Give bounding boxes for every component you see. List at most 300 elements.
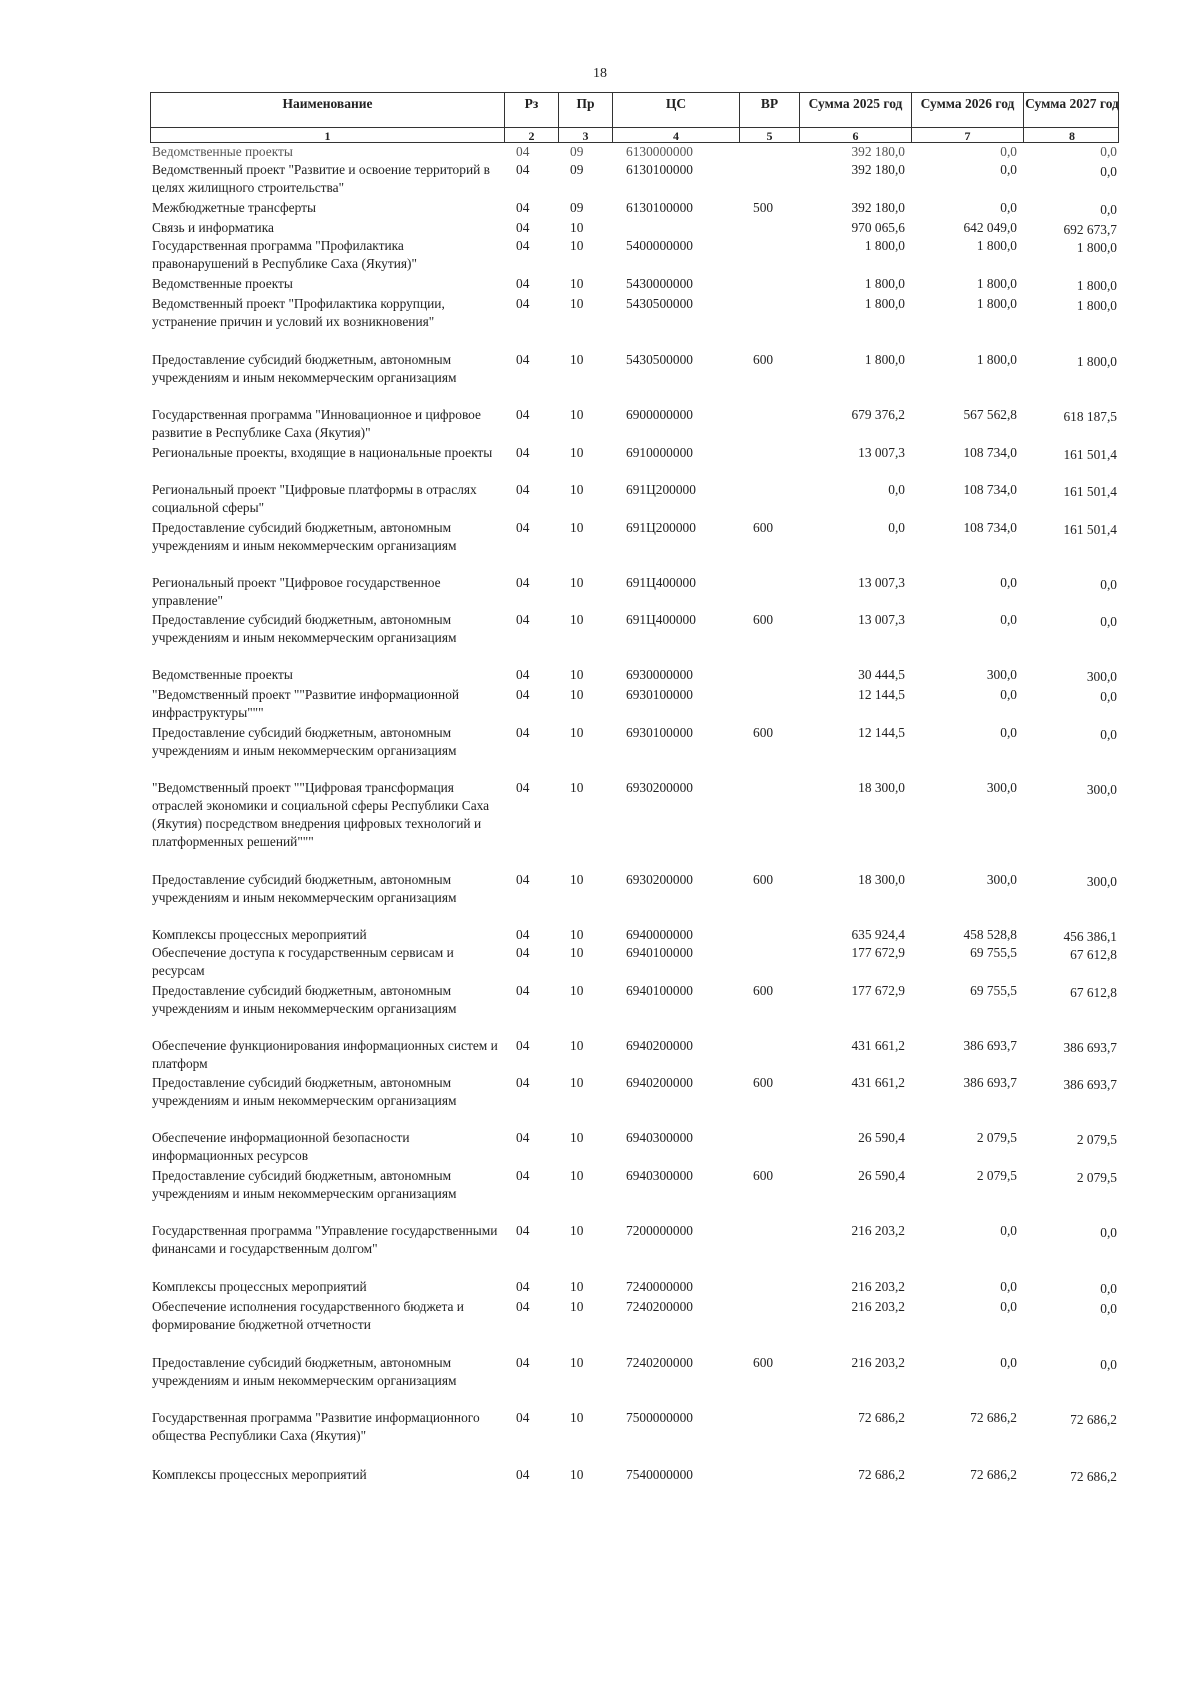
row-sum-2025-cell: 216 203,2 (851, 1355, 905, 1370)
row-sum-2027-cell: 386 693,7 (1063, 1040, 1117, 1055)
row-sum-2025-cell: 0,0 (888, 520, 905, 535)
row-sum-2027-cell: 300,0 (1086, 669, 1117, 684)
row-vr-cell: 600 (753, 872, 774, 887)
table-row (150, 351, 1119, 406)
row-vr-cell: 500 (753, 200, 774, 215)
row-rz-cell: 04 (516, 296, 530, 311)
budget-table (150, 92, 1119, 1496)
row-name-cell: Государственная программа "Развитие информационного общества Республики Саха (Якутия)" (152, 1410, 480, 1443)
row-rz-cell: 04 (516, 1467, 530, 1482)
row-cs-cell: 691Ц200000 (626, 482, 696, 497)
row-cs-cell: 6940300000 (626, 1168, 693, 1183)
row-sum-2025-cell: 13 007,3 (858, 445, 905, 460)
row-sum-2025-cell: 0,0 (888, 482, 905, 497)
row-sum-2025-cell: 26 590,4 (858, 1168, 905, 1183)
row-name-cell: Комплексы процессных мероприятий (152, 927, 367, 942)
table-row (150, 295, 1119, 351)
table-row (150, 1466, 1119, 1496)
row-sum-2026-cell: 300,0 (986, 667, 1017, 682)
row-sum-2027-cell: 0,0 (1100, 1281, 1117, 1296)
row-rz-cell: 04 (516, 520, 530, 535)
row-sum-2026-cell: 458 528,8 (963, 927, 1017, 942)
row-rz-cell: 04 (516, 667, 530, 682)
row-vr-cell (739, 406, 799, 444)
row-vr-cell (739, 944, 799, 982)
table-row (150, 1074, 1119, 1129)
row-vr-cell (739, 237, 799, 275)
row-rz-cell: 04 (516, 687, 530, 702)
row-pr-cell: 10 (570, 1410, 584, 1425)
row-cs-cell: 6940300000 (626, 1130, 693, 1145)
row-rz-cell: 04 (516, 1168, 530, 1183)
row-rz-cell: 04 (516, 352, 530, 367)
row-pr-cell: 10 (570, 238, 584, 253)
row-name-cell: Обеспечение информационной безопасности информационных ресурсов (152, 1130, 410, 1163)
row-cs-cell: 6930100000 (626, 725, 693, 740)
row-vr-cell (739, 686, 799, 724)
row-sum-2026-cell: 0,0 (1000, 1299, 1017, 1314)
row-sum-2025-cell: 13 007,3 (858, 612, 905, 627)
row-pr-cell: 10 (570, 725, 584, 740)
row-vr-cell (739, 275, 799, 295)
row-sum-2025-cell: 1 800,0 (864, 276, 905, 291)
row-name-cell: Обеспечение исполнения государственного бюджета и формирование бюджетной отчетности (152, 1299, 464, 1332)
row-sum-2026-cell: 300,0 (986, 872, 1017, 887)
row-sum-2027-cell: 0,0 (1100, 1301, 1117, 1316)
row-sum-2027-cell: 300,0 (1086, 782, 1117, 797)
row-pr-cell: 10 (570, 445, 584, 460)
row-cs-cell: 7240200000 (626, 1299, 693, 1314)
row-pr-cell: 10 (570, 687, 584, 702)
column-number: 6 (800, 128, 912, 142)
header-rz: Рз (505, 93, 559, 127)
row-rz-cell: 04 (516, 162, 530, 177)
row-sum-2025-cell: 392 180,0 (851, 200, 905, 215)
row-sum-2027-cell: 2 079,5 (1076, 1132, 1117, 1147)
row-pr-cell: 10 (570, 872, 584, 887)
table-row (150, 1222, 1119, 1278)
row-pr-cell: 10 (570, 1223, 584, 1238)
row-pr-cell: 09 (570, 200, 584, 215)
table-row (150, 237, 1119, 275)
row-vr-cell: 600 (753, 520, 774, 535)
row-name-cell: Связь и информатика (152, 220, 274, 235)
row-pr-cell: 10 (570, 1130, 584, 1145)
row-name-cell: Комплексы процессных мероприятий (152, 1279, 367, 1294)
row-sum-2027-cell: 72 686,2 (1070, 1469, 1117, 1484)
row-sum-2027-cell: 1 800,0 (1076, 354, 1117, 369)
row-sum-2026-cell: 72 686,2 (970, 1467, 1017, 1482)
row-name-cell: Предоставление субсидий бюджетным, автономным учреждениям и иным некоммерческим организациям (152, 1355, 457, 1388)
row-cs-cell: 6940100000 (626, 983, 693, 998)
row-sum-2026-cell: 1 800,0 (976, 296, 1017, 311)
row-cs-cell: 6940200000 (626, 1075, 693, 1090)
row-name-cell: Региональные проекты, входящие в национальные проекты (152, 445, 493, 460)
row-vr-cell (739, 219, 799, 237)
row-pr-cell: 09 (570, 144, 584, 159)
row-sum-2026-cell: 0,0 (1000, 612, 1017, 627)
page-number: 18 (593, 66, 607, 81)
row-sum-2027-cell: 692 673,7 (1063, 222, 1117, 237)
row-cs-cell: 6900000000 (626, 407, 693, 422)
row-cs-cell: 7540000000 (626, 1467, 693, 1482)
column-number: 8 (1069, 129, 1075, 142)
row-sum-2025-cell: 1 800,0 (864, 296, 905, 311)
row-name-cell: Региональный проект "Цифровые платформы в отраслях социальной сферы" (152, 482, 477, 515)
row-sum-2026-cell: 2 079,5 (976, 1130, 1017, 1145)
row-sum-2025-cell: 72 686,2 (858, 1467, 905, 1482)
row-pr-cell: 10 (570, 780, 584, 795)
row-vr-cell (739, 1037, 799, 1074)
row-rz-cell: 04 (516, 1410, 530, 1425)
table-row (150, 1278, 1119, 1298)
row-rz-cell: 04 (516, 276, 530, 291)
row-sum-2027-cell: 72 686,2 (1070, 1412, 1117, 1427)
row-vr-cell (739, 779, 799, 871)
table-row (150, 199, 1119, 219)
row-sum-2025-cell: 216 203,2 (851, 1223, 905, 1238)
column-number: 5 (740, 128, 800, 142)
row-sum-2025-cell: 431 661,2 (851, 1075, 905, 1090)
row-name-cell: Межбюджетные трансферты (152, 200, 316, 215)
table-row (150, 444, 1119, 481)
row-rz-cell: 04 (516, 1223, 530, 1238)
column-number: 1 (151, 128, 505, 142)
row-sum-2026-cell: 642 049,0 (963, 220, 1017, 235)
row-pr-cell: 10 (570, 983, 584, 998)
row-name-cell: Предоставление субсидий бюджетным, автономным учреждениям и иным некоммерческим организациям (152, 520, 457, 553)
row-pr-cell: 10 (570, 667, 584, 682)
row-vr-cell (739, 444, 799, 481)
row-cs-cell: 691Ц400000 (626, 575, 696, 590)
row-cs-cell: 6130100000 (626, 200, 693, 215)
row-sum-2025-cell: 177 672,9 (851, 945, 905, 960)
row-name-cell: Обеспечение доступа к государственным сервисам и ресурсам (152, 945, 454, 978)
row-rz-cell: 04 (516, 1075, 530, 1090)
table-row (150, 686, 1119, 724)
row-cs-cell: 691Ц400000 (626, 612, 696, 627)
row-sum-2027-cell: 618 187,5 (1063, 409, 1117, 424)
row-sum-2025-cell: 216 203,2 (851, 1279, 905, 1294)
table-row (150, 1037, 1119, 1074)
row-cs-cell: 7240200000 (626, 1355, 693, 1370)
table-row (150, 1409, 1119, 1466)
row-cs-cell: 6930000000 (626, 667, 693, 682)
row-sum-2027-cell: 0,0 (1100, 1357, 1117, 1372)
row-name-cell: Предоставление субсидий бюджетным, автономным учреждениям и иным некоммерческим организациям (152, 352, 457, 385)
table-row (150, 724, 1119, 779)
row-pr-cell: 10 (570, 407, 584, 422)
row-name-cell: Региональный проект "Цифровое государственное управление" (152, 575, 441, 608)
header-vr: ВР (740, 93, 800, 127)
row-pr-cell: 10 (570, 1355, 584, 1370)
table-row (150, 161, 1119, 199)
row-sum-2025-cell: 392 180,0 (851, 144, 905, 159)
row-sum-2027-cell: 161 501,4 (1063, 484, 1117, 499)
column-number-row (150, 128, 1119, 143)
row-name-cell: Предоставление субсидий бюджетным, автономным учреждениям и иным некоммерческим организациям (152, 872, 457, 905)
row-sum-2027-cell: 300,0 (1086, 874, 1117, 889)
table-row (150, 1354, 1119, 1409)
row-sum-2027-cell: 1 800,0 (1076, 240, 1117, 255)
row-sum-2025-cell: 30 444,5 (858, 667, 905, 682)
row-vr-cell (739, 1466, 799, 1496)
row-vr-cell (739, 1222, 799, 1278)
row-rz-cell: 04 (516, 482, 530, 497)
header-cs: ЦС (613, 93, 740, 127)
row-rz-cell: 04 (516, 238, 530, 253)
row-name-cell: Ведомственный проект "Развитие и освоение территорий в целях жилищного строительства" (152, 162, 490, 195)
row-sum-2026-cell: 108 734,0 (963, 520, 1017, 535)
row-rz-cell: 04 (516, 200, 530, 215)
row-sum-2026-cell: 0,0 (1000, 1223, 1017, 1238)
row-rz-cell: 04 (516, 612, 530, 627)
row-pr-cell: 10 (570, 220, 584, 235)
row-vr-cell (739, 574, 799, 611)
row-sum-2025-cell: 12 144,5 (858, 725, 905, 740)
row-sum-2025-cell: 12 144,5 (858, 687, 905, 702)
table-row (150, 219, 1119, 237)
row-vr-cell: 600 (753, 1355, 774, 1370)
row-sum-2027-cell: 0,0 (1100, 164, 1117, 179)
row-sum-2025-cell: 26 590,4 (858, 1130, 905, 1145)
row-pr-cell: 10 (570, 1075, 584, 1090)
row-sum-2026-cell: 1 800,0 (976, 276, 1017, 291)
row-sum-2025-cell: 72 686,2 (858, 1410, 905, 1425)
row-cs-cell: 6930200000 (626, 872, 693, 887)
row-sum-2027-cell: 0,0 (1100, 727, 1117, 742)
row-vr-cell: 600 (753, 1075, 774, 1090)
row-sum-2027-cell: 67 612,8 (1070, 985, 1117, 1000)
row-rz-cell: 04 (516, 1130, 530, 1145)
table-row (150, 143, 1119, 161)
row-vr-cell (739, 161, 799, 199)
row-name-cell: "Ведомственный проект ""Развитие информационной инфраструктуры""" (152, 687, 460, 720)
table-row (150, 871, 1119, 926)
row-vr-cell (739, 1278, 799, 1298)
row-sum-2026-cell: 108 734,0 (963, 482, 1017, 497)
row-rz-cell: 04 (516, 1355, 530, 1370)
row-cs-cell (612, 219, 739, 237)
row-sum-2027-cell: 0,0 (1100, 1225, 1117, 1240)
row-pr-cell: 10 (570, 1168, 584, 1183)
row-name-cell: "Ведомственный проект ""Цифровая трансформация отраслей экономики и социальной сферы Республики Саха (Якутия) посредством внедрения цифровых технологий и платформенных решений""" (152, 780, 490, 849)
column-number: 3 (559, 128, 613, 142)
row-pr-cell: 10 (570, 612, 584, 627)
table-row (150, 1129, 1119, 1167)
row-sum-2026-cell: 108 734,0 (963, 445, 1017, 460)
row-sum-2026-cell: 300,0 (986, 780, 1017, 795)
row-vr-cell (739, 926, 799, 944)
row-vr-cell (739, 295, 799, 351)
row-rz-cell: 04 (516, 780, 530, 795)
row-name-cell: Государственная программа "Профилактика правонарушений в Республике Саха (Якутия)" (152, 238, 417, 271)
row-rz-cell: 04 (516, 983, 530, 998)
table-row (150, 779, 1119, 871)
row-vr-cell (739, 143, 799, 161)
row-sum-2025-cell: 1 800,0 (864, 352, 905, 367)
row-sum-2026-cell: 2 079,5 (976, 1168, 1017, 1183)
row-cs-cell: 691Ц200000 (626, 520, 696, 535)
row-rz-cell: 04 (516, 407, 530, 422)
table-row (150, 481, 1119, 519)
row-name-cell: Предоставление субсидий бюджетным, автономным учреждениям и иным некоммерческим организациям (152, 983, 457, 1016)
row-cs-cell: 6130000000 (626, 144, 693, 159)
row-sum-2026-cell: 1 800,0 (976, 238, 1017, 253)
row-sum-2026-cell: 72 686,2 (970, 1410, 1017, 1425)
row-name-cell: Предоставление субсидий бюджетным, автономным учреждениям и иным некоммерческим организациям (152, 1168, 457, 1201)
row-cs-cell: 5400000000 (626, 238, 693, 253)
row-sum-2025-cell: 392 180,0 (851, 162, 905, 177)
table-header (150, 92, 1119, 128)
row-sum-2027-cell: 0,0 (1100, 689, 1117, 704)
row-vr-cell: 600 (753, 352, 774, 367)
row-vr-cell (739, 1409, 799, 1466)
row-name-cell: Государственная программа "Управление государственными финансами и государственным долгом" (152, 1223, 498, 1256)
row-name-cell: Предоставление субсидий бюджетным, автономным учреждениям и иным некоммерческим организациям (152, 1075, 457, 1108)
row-sum-2025-cell: 18 300,0 (858, 872, 905, 887)
row-rz-cell: 04 (516, 725, 530, 740)
row-sum-2026-cell: 0,0 (1000, 200, 1017, 215)
row-sum-2026-cell: 69 755,5 (970, 945, 1017, 960)
row-cs-cell: 7240000000 (626, 1279, 693, 1294)
row-sum-2025-cell: 635 924,4 (851, 927, 905, 942)
row-pr-cell: 10 (570, 352, 584, 367)
table-row (150, 275, 1119, 295)
row-sum-2026-cell: 0,0 (1000, 687, 1017, 702)
column-number: 4 (613, 128, 740, 142)
row-name-cell: Предоставление субсидий бюджетным, автономным учреждениям и иным некоммерческим организациям (152, 612, 457, 645)
row-pr-cell: 10 (570, 296, 584, 311)
row-sum-2025-cell: 431 661,2 (851, 1038, 905, 1053)
row-sum-2027-cell: 456 386,1 (1063, 929, 1117, 944)
row-sum-2025-cell: 177 672,9 (851, 983, 905, 998)
row-rz-cell: 04 (516, 144, 530, 159)
row-pr-cell: 10 (570, 575, 584, 590)
row-cs-cell: 6910000000 (626, 445, 693, 460)
row-pr-cell: 10 (570, 927, 584, 942)
header-sum-2026: Сумма 2026 год (912, 93, 1024, 127)
row-vr-cell (739, 481, 799, 519)
row-sum-2027-cell: 0,0 (1100, 577, 1117, 592)
row-sum-2027-cell: 0,0 (1100, 144, 1117, 159)
row-sum-2026-cell: 0,0 (1000, 1355, 1017, 1370)
row-name-cell: Ведомственные проекты (152, 667, 293, 682)
row-sum-2026-cell: 386 693,7 (963, 1038, 1017, 1053)
row-cs-cell: 5430000000 (626, 276, 693, 291)
row-pr-cell: 10 (570, 482, 584, 497)
row-cs-cell: 6930100000 (626, 687, 693, 702)
row-sum-2025-cell: 216 203,2 (851, 1299, 905, 1314)
row-rz-cell: 04 (516, 872, 530, 887)
row-sum-2026-cell: 69 755,5 (970, 983, 1017, 998)
row-rz-cell: 04 (516, 1038, 530, 1053)
row-pr-cell: 10 (570, 945, 584, 960)
header-sum-2027: Сумма 2027 год (1025, 96, 1119, 111)
row-sum-2026-cell: 0,0 (1000, 162, 1017, 177)
row-cs-cell: 6940000000 (626, 927, 693, 942)
table-row (150, 926, 1119, 944)
row-vr-cell: 600 (753, 612, 774, 627)
row-cs-cell: 6940100000 (626, 945, 693, 960)
row-sum-2025-cell: 13 007,3 (858, 575, 905, 590)
row-vr-cell: 600 (753, 983, 774, 998)
row-sum-2027-cell: 1 800,0 (1076, 278, 1117, 293)
row-vr-cell (739, 1298, 799, 1354)
row-name-cell: Ведомственные проекты (152, 276, 293, 291)
row-sum-2027-cell: 67 612,8 (1070, 947, 1117, 962)
table-row (150, 1167, 1119, 1222)
table-row (150, 611, 1119, 666)
row-vr-cell: 600 (753, 1168, 774, 1183)
row-name-cell: Ведомственный проект "Профилактика коррупции, устранение причин и условий их возникновения" (152, 296, 445, 329)
row-pr-cell: 10 (570, 520, 584, 535)
table-row (150, 574, 1119, 611)
table-row (150, 406, 1119, 444)
row-sum-2026-cell: 1 800,0 (976, 352, 1017, 367)
row-sum-2027-cell: 386 693,7 (1063, 1077, 1117, 1092)
row-name-cell: Государственная программа "Инновационное и цифровое развитие в Республике Саха (Якутия)" (152, 407, 481, 440)
row-rz-cell: 04 (516, 927, 530, 942)
row-pr-cell: 10 (570, 1467, 584, 1482)
row-cs-cell: 7200000000 (626, 1223, 693, 1238)
row-cs-cell: 5430500000 (626, 296, 693, 311)
row-sum-2026-cell: 0,0 (1000, 575, 1017, 590)
row-vr-cell (739, 1129, 799, 1167)
row-sum-2026-cell: 0,0 (1000, 1279, 1017, 1294)
header-pr: Пр (559, 93, 613, 127)
row-sum-2027-cell: 1 800,0 (1076, 298, 1117, 313)
header-sum-2025: Сумма 2025 год (800, 93, 912, 127)
row-cs-cell: 6130100000 (626, 162, 693, 177)
row-vr-cell (739, 666, 799, 686)
row-sum-2027-cell: 0,0 (1100, 614, 1117, 629)
table-row (150, 519, 1119, 574)
row-rz-cell: 04 (516, 575, 530, 590)
row-sum-2026-cell: 386 693,7 (963, 1075, 1017, 1090)
row-rz-cell: 04 (516, 220, 530, 235)
row-pr-cell: 10 (570, 1279, 584, 1294)
row-name-cell: Предоставление субсидий бюджетным, автономным учреждениям и иным некоммерческим организациям (152, 725, 457, 758)
table-row (150, 982, 1119, 1037)
row-vr-cell: 600 (753, 725, 774, 740)
row-sum-2027-cell: 2 079,5 (1076, 1170, 1117, 1185)
column-number: 2 (505, 128, 559, 142)
row-rz-cell: 04 (516, 945, 530, 960)
table-row (150, 944, 1119, 982)
row-cs-cell: 5430500000 (626, 352, 693, 367)
header-name: Наименование (151, 93, 505, 127)
row-sum-2027-cell: 161 501,4 (1063, 447, 1117, 462)
row-sum-2025-cell: 970 065,6 (851, 220, 905, 235)
table-row (150, 666, 1119, 686)
row-rz-cell: 04 (516, 1279, 530, 1294)
row-name-cell: Комплексы процессных мероприятий (152, 1467, 367, 1482)
column-number: 7 (912, 128, 1024, 142)
row-pr-cell: 09 (570, 162, 584, 177)
table-row (150, 1298, 1119, 1354)
row-rz-cell: 04 (516, 445, 530, 460)
row-rz-cell: 04 (516, 1299, 530, 1314)
row-sum-2025-cell: 1 800,0 (864, 238, 905, 253)
row-sum-2026-cell: 0,0 (1000, 144, 1017, 159)
row-sum-2026-cell: 567 562,8 (963, 407, 1017, 422)
row-sum-2027-cell: 0,0 (1100, 202, 1117, 217)
row-cs-cell: 6940200000 (626, 1038, 693, 1053)
row-cs-cell: 7500000000 (626, 1410, 693, 1425)
row-cs-cell: 6930200000 (626, 780, 693, 795)
row-sum-2025-cell: 18 300,0 (858, 780, 905, 795)
